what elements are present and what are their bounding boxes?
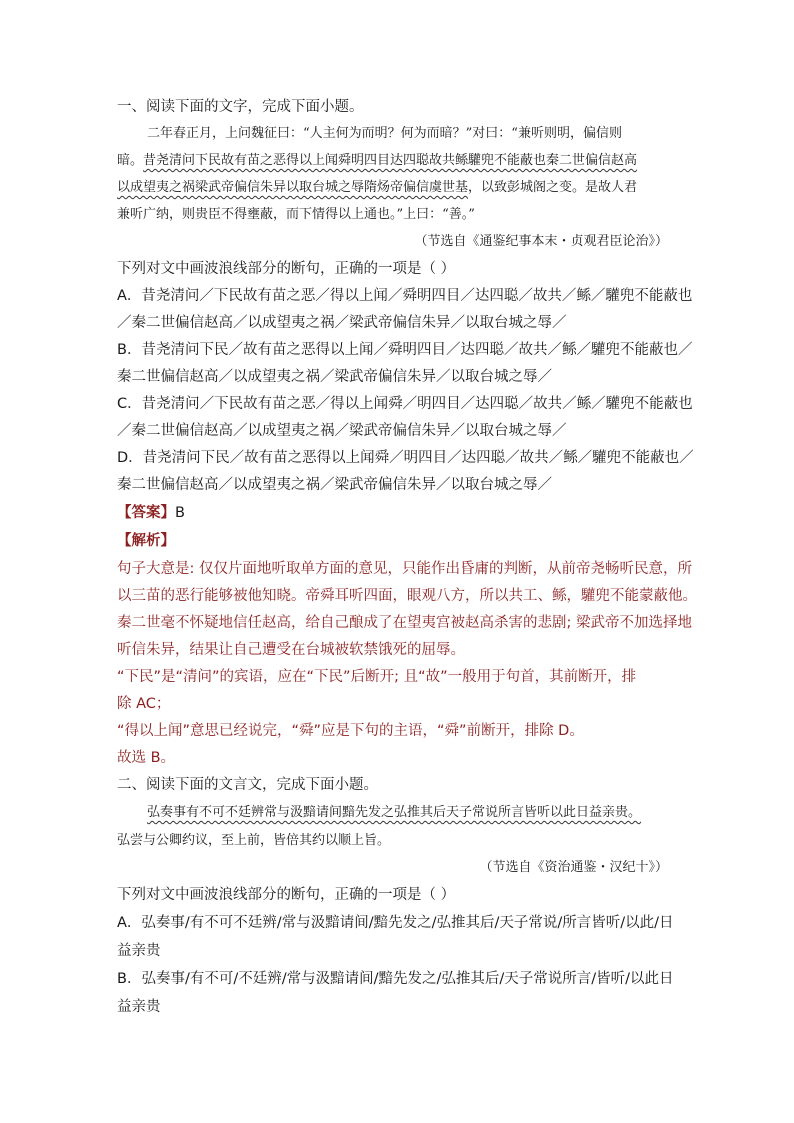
option-a-line1: A．昔尧清问／下民故有苗之恶／得以上闻／舜明四目／达四聪／故共／鲧／驩兜不能蔽也 [117,288,693,304]
passage1-line1: 二年春正月，上问魏征曰：“人主何为而明？何为而暗？”对曰：“兼听则明，偏信则 [147,126,622,141]
q2-option-b-line2: 益亲贵 [117,999,161,1015]
passage1-plain: 暗。 [117,153,144,168]
explanation-line4: 听信朱异，结果让自己遭受在台城被软禁饿死的屈辱。 [117,642,465,658]
answer-line [117,503,185,523]
passage1-plain: ，以致彭城阁之变。是故人君 [468,180,638,195]
passage1-source: （节选自《通鉴纪事本末・贞观君臣论治》） [414,234,668,249]
passage1-line2 [117,151,637,171]
explanation-line5: “下民”是“清问”的宾语，应在“下民”后断开; 且“故”一般用于句首，其前断开，排 [117,669,637,685]
section1-heading: 一、阅读下面的文字，完成下面小题。 [117,99,364,115]
q2-option-b-line1: B．弘奏事/有不可/不廷辨/常与汲黯请间/黯先发之/弘推其后/天子常说所言/皆听/以此日 [117,971,674,987]
answer-tag: 【答案】 [117,505,175,521]
option-b-line1: B．昔尧清问下民／故有苗之恶得以上闻／舜明四目／达四聪／故共／鲧／驩兜不能蔽也／ [117,342,693,358]
option-b-line2: 秦二世偏信赵高／以成望夷之祸／梁武帝偏信朱异／以取台城之辱／ [117,369,552,385]
passage2-wavy-text: 弘奏事有不可不廷辨常与汲黯请间黯先发之弘推其后天子常说所言皆听以此日益亲贵。 [147,805,642,820]
explanation-line2: 以三苗的恶行能够被他知晓。帝舜耳听四面，眼观八方，所以共工、鲧，驩兜不能蒙蔽他。 [117,588,697,604]
passage1-wavy-text: 以成望夷之祸梁武帝偏信朱异以取台城之辱隋炀帝偏信虞世基 [117,180,469,195]
passage1-line3 [117,178,637,198]
passage2-line1 [147,803,641,823]
q2-option-a-line1: A．弘奏事/有不可不廷辨/常与汲黯请间/黯先发之/弘推其后/天子常说/所言皆听/以此/日 [117,915,674,931]
passage1-wavy-text: 昔尧清问下民故有苗之恶得以上闻舜明四目达四聪故共鲧驩兜不能蔽也秦二世偏信赵高 [143,153,638,168]
option-c-line1: C．昔尧清问／下民故有苗之恶／得以上闻舜／明四目／达四聪／故共／鲧／驩兜不能蔽也 [117,396,693,412]
option-c-line2: ／秦二世偏信赵高／以成望夷之祸／梁武帝偏信朱异／以取台城之辱／ [117,423,567,439]
option-d-line1: D．昔尧清问下民／故有苗之恶得以上闻舜／明四目／达四聪／故共／鲧／驩兜不能蔽也／ [117,450,694,466]
passage2-source: （节选自《资治通鉴・汉纪十》） [479,860,668,875]
explanation-line6: 除 AC； [117,696,171,712]
answer-value: B [175,505,185,521]
question1-stem: 下列对文中画波浪线部分的断句，正确的一项是（ ） [117,261,456,277]
option-d-line2: 秦二世偏信赵高／以成望夷之祸／梁武帝偏信朱异／以取台城之辱／ [117,477,552,493]
explanation-line8: 故选 B。 [117,750,176,766]
analysis-tag: 【解析】 [117,533,175,549]
passage2-line2: 弘尝与公卿约议，至上前，皆倍其约以顺上旨。 [117,833,391,848]
option-a-line2: ／秦二世偏信赵高／以成望夷之祸／梁武帝偏信朱异／以取台城之辱／ [117,315,567,331]
q2-option-a-line2: 益亲贵 [117,943,161,959]
explanation-line7: “得以上闻”意思已经说完，“舜”应是下句的主语，“舜”前断开，排除 D。 [117,723,584,739]
explanation-line1: 句子大意是: 仅仅片面地听取单方面的意见，只能作出昏庸的判断，从前帝尧畅听民意，所 [117,561,692,577]
section2-heading: 二、阅读下面的文言文，完成下面小题。 [117,777,378,793]
passage1-line4: 兼听广纳，则贵臣不得壅蔽，而下情得以上通也。”上曰：“善。” [117,207,475,222]
question2-stem: 下列对文中画波浪线部分的断句，正确的一项是（ ） [117,887,456,903]
explanation-line3: 秦二世毫不怀疑地信任赵高，给自己酿成了在望夷宫被赵高杀害的悲剧; 梁武帝不加选择地 [117,615,692,631]
